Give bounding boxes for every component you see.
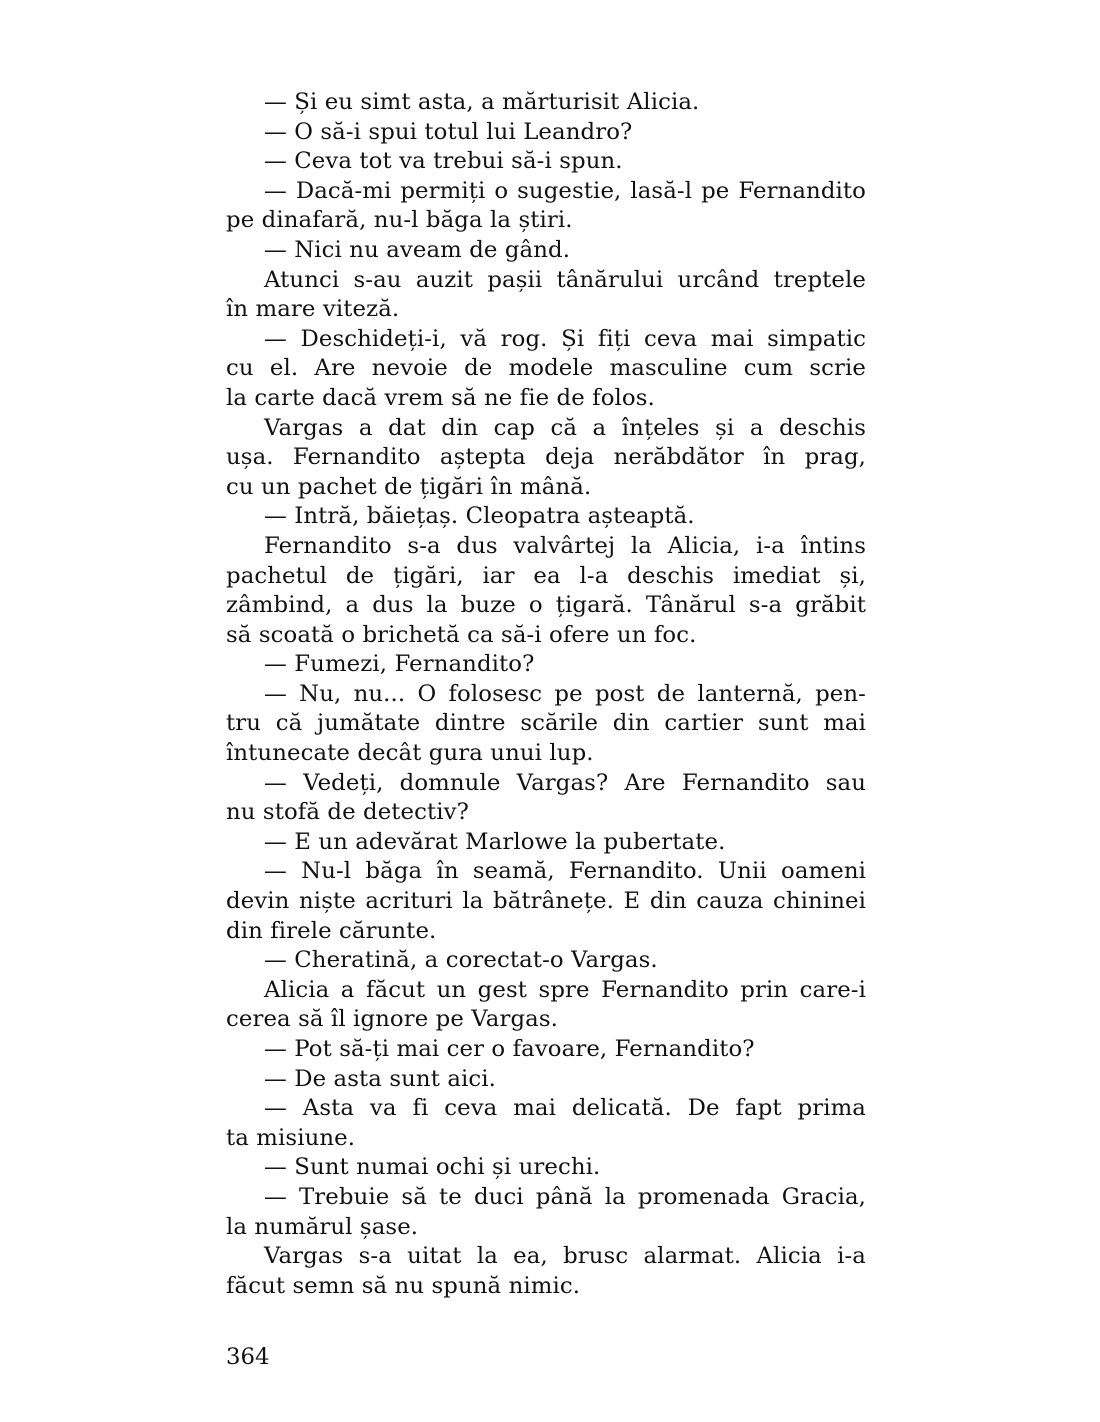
text-line: în mare viteză. <box>226 296 400 323</box>
text-line: — Și eu simt asta, a mărturisit Alicia. <box>264 89 700 115</box>
text-line: — Nu-l băga în seamă, Fernandito. Unii oameni <box>264 858 866 885</box>
page-body-text <box>226 88 866 1301</box>
text-line: zâmbind, a dus la buze o țigară. Tânărul s-a grăbit <box>226 592 866 619</box>
text-line: nu stofă de detectiv? <box>226 799 469 826</box>
text-line: făcut semn să nu spună nimic. <box>226 1272 581 1299</box>
text-line: tru că jumătate dintre scările din cartier sunt mai <box>226 710 866 737</box>
text-line: — Nici nu aveam de gând. <box>264 236 571 263</box>
text-line: ușa. Fernandito aștepta deja nerăbdător în prag, <box>226 444 866 471</box>
text-line: — Asta va fi ceva mai delicată. De fapt prima <box>264 1095 866 1122</box>
text-line: — Intră, băiețaș. Cleopatra așteaptă. <box>264 503 695 530</box>
text-line: pe dinafară, nu-l băga la știri. <box>226 207 573 234</box>
text-line: cerea să îl ignore pe Vargas. <box>226 1006 558 1033</box>
text-line: cu el. Are nevoie de modele masculine cum scrie <box>226 355 866 382</box>
text-line: — Dacă-mi permiți o sugestie, lasă-l pe Fernandito <box>264 177 866 204</box>
text-line: — Deschideți-i, vă rog. Și fiți ceva mai simpatic <box>264 325 866 352</box>
text-line: — Cheratină, a corectat-o Vargas. <box>264 947 658 974</box>
text-line: Fernandito s-a dus valvârtej la Alicia, i-a întins <box>264 532 866 559</box>
text-line: pachetul de țigări, iar ea l-a deschis imediat și, <box>226 562 866 589</box>
text-line: — De asta sunt aici. <box>264 1065 497 1092</box>
text-line: — Nu, nu... O folosesc pe post de lanternă, pen- <box>264 680 866 707</box>
text-line: — Ceva tot va trebui să-i spun. <box>264 148 623 175</box>
text-line: la numărul șase. <box>226 1213 419 1240</box>
text-line: Alicia a făcut un gest spre Fernandito prin care-i <box>264 976 866 1003</box>
page-number: 364 <box>226 1344 270 1370</box>
text-line: devin niște acrituri la bătrânețe. E din cauza chininei <box>226 888 866 915</box>
text-line: — Fumezi, Fernandito? <box>264 651 535 678</box>
text-line: la carte dacă vrem să ne fie de folos. <box>226 384 655 411</box>
text-line: — O să-i spui totul lui Leandro? <box>264 118 633 145</box>
text-line: Vargas a dat din cap că a înțeles și a deschis <box>264 414 866 441</box>
text-line: întunecate decât gura unui lup. <box>226 740 594 767</box>
text-line: Atunci s-au auzit pașii tânărului urcând treptele <box>264 266 866 293</box>
text-line: — E un adevărat Marlowe la pubertate. <box>264 828 726 855</box>
text-line: să scoată o brichetă ca să-i ofere un foc. <box>226 621 697 648</box>
text-line: — Vedeți, domnule Vargas? Are Fernandito sau <box>264 769 866 796</box>
text-line: din firele cărunte. <box>226 917 437 944</box>
text-line: ta misiune. <box>226 1124 356 1151</box>
text-line: — Sunt numai ochi și urechi. <box>264 1154 601 1181</box>
text-line: Vargas s-a uitat la ea, brusc alarmat. Alicia i-a <box>264 1243 866 1270</box>
text-line: cu un pachet de țigări în mână. <box>226 473 592 500</box>
text-line: — Pot să-ți mai cer o favoare, Fernandito? <box>264 1036 755 1062</box>
text-line: — Trebuie să te duci până la promenada Gracia, <box>264 1183 866 1210</box>
